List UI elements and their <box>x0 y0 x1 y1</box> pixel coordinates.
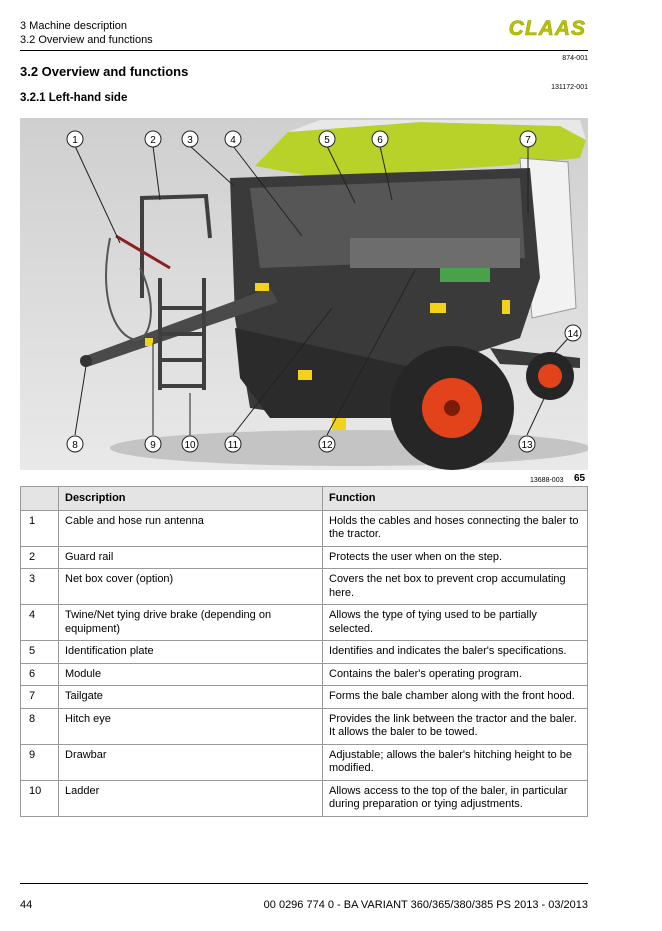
figure-number: 65 <box>574 473 586 484</box>
svg-text:13: 13 <box>521 440 533 451</box>
ref-heading: 131172-001 <box>551 84 588 91</box>
header-rule <box>20 50 588 51</box>
baler-figure <box>20 118 588 470</box>
callout-13 <box>519 436 535 452</box>
section-heading: 3.2 Overview and functions <box>20 64 189 79</box>
svg-text:2: 2 <box>150 135 156 146</box>
svg-text:11: 11 <box>227 440 239 451</box>
callout-11 <box>225 436 241 452</box>
callout-4 <box>225 131 241 147</box>
table-row: 6 Module Contains the baler's operating program. <box>21 663 588 686</box>
callout-3 <box>182 131 198 147</box>
svg-text:5: 5 <box>324 135 330 146</box>
subsection-heading: 3.2.1 Left-hand side <box>20 92 128 104</box>
callouts-layer <box>20 118 588 470</box>
table-row: 4 Twine/Net tying drive brake (depending on equipment) Allows the type of tying used to be partially selected. <box>21 605 588 641</box>
callout-6 <box>372 131 388 147</box>
breadcrumb-section: 3.2 Overview and functions <box>20 34 153 46</box>
callout-10 <box>182 436 198 452</box>
logo-text: CLAAS <box>508 17 586 40</box>
document-title: 00 0296 774 0 - BA VARIANT 360/365/380/385 PS 2013 - 03/2013 <box>263 899 588 911</box>
table-row: 1 Cable and hose run antenna Holds the cables and hoses connecting the baler to the tractor. <box>21 510 588 546</box>
breadcrumb <box>20 19 153 47</box>
callout-7 <box>520 131 536 147</box>
svg-text:6: 6 <box>377 135 383 146</box>
callout-9 <box>145 436 161 452</box>
table-row: 7 Tailgate Forms the bale chamber along with the front hood. <box>21 686 588 709</box>
column-header-number <box>21 487 59 511</box>
table-header-row <box>21 487 588 511</box>
svg-text:1: 1 <box>72 135 78 146</box>
callout-5 <box>319 131 335 147</box>
callout-1 <box>67 131 83 147</box>
svg-text:8: 8 <box>72 440 78 451</box>
figure-image-id: 13688-003 <box>530 477 564 484</box>
svg-text:3: 3 <box>187 135 193 146</box>
svg-text:12: 12 <box>321 440 333 451</box>
callout-2 <box>145 131 161 147</box>
svg-text:14: 14 <box>567 329 579 340</box>
claas-logo <box>500 16 588 40</box>
callout-14 <box>565 325 581 341</box>
ref-top: 874-001 <box>562 55 588 62</box>
callout-8 <box>67 436 83 452</box>
column-header-function: Function <box>323 487 588 511</box>
components-table <box>20 486 588 817</box>
breadcrumb-chapter: 3 Machine description <box>20 20 128 32</box>
table-row: 3 Net box cover (option) Covers the net box to prevent crop accumulating here. <box>21 569 588 605</box>
footer-rule <box>20 883 588 884</box>
table-row: 2 Guard rail Protects the user when on the step. <box>21 546 588 569</box>
callout-12 <box>319 436 335 452</box>
table-row: 10 Ladder Allows access to the top of the baler, in particular during preparation or tying adjustments. <box>21 780 588 816</box>
page-number: 44 <box>20 899 33 911</box>
svg-text:10: 10 <box>184 440 196 451</box>
column-header-description: Description <box>59 487 323 511</box>
table-row: 8 Hitch eye Provides the link between the tractor and the baler. It allows the baler to be towed. <box>21 708 588 744</box>
svg-text:4: 4 <box>230 135 236 146</box>
svg-text:9: 9 <box>150 440 156 451</box>
table-row: 9 Drawbar Adjustable; allows the baler's hitching height to be modified. <box>21 744 588 780</box>
svg-text:7: 7 <box>525 135 531 146</box>
table-row: 5 Identification plate Identifies and indicates the baler's specifications. <box>21 641 588 664</box>
